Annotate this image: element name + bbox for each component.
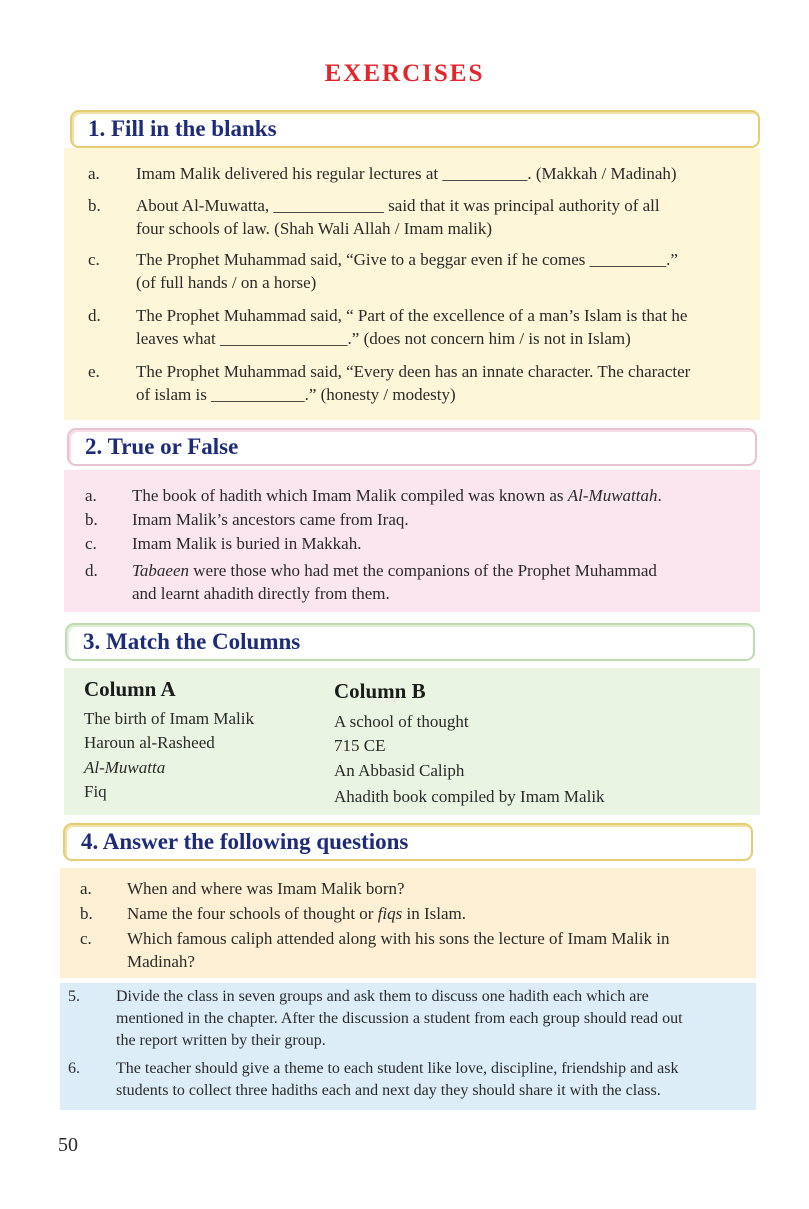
item-label: b.	[80, 904, 93, 923]
column-b-cell: An Abbasid Caliph	[334, 761, 465, 780]
item-text: Imam Malik is buried in Makkah.	[132, 534, 362, 553]
item-label: b.	[85, 510, 98, 529]
column-a-cell: Al-Muwatta	[84, 758, 166, 777]
section-header-match-columns	[65, 623, 755, 661]
column-b-cell: 715 CE	[334, 736, 386, 755]
column-b-cell: Ahadith book compiled by Imam Malik	[334, 787, 605, 806]
item-label: a.	[85, 486, 97, 505]
item-text: When and where was Imam Malik born?	[127, 879, 405, 898]
item-text-end: in Islam.	[402, 904, 467, 923]
item-text: The teacher should give a theme to each student like love, discipline, friendship and ask	[116, 1060, 679, 1077]
item-text-italic: Al-Muwattah	[567, 486, 658, 505]
item-text-italic: Tabaeen	[132, 561, 189, 580]
item-text-cont: (of full hands / on a horse)	[136, 273, 317, 292]
item-text-cont: Madinah?	[127, 952, 195, 971]
item-label: c.	[80, 929, 92, 948]
column-a-cell: Fiq	[84, 782, 107, 801]
column-b-cell: A school of thought	[334, 712, 469, 731]
item-text-end: .	[657, 486, 662, 505]
item-label: d.	[85, 561, 98, 580]
item-label: c.	[88, 250, 100, 269]
item-text: were those who had met the companions of the Prophet Muhammad	[189, 561, 657, 580]
item-text: The Prophet Muhammad said, “Every deen has an innate character. The character	[136, 362, 691, 381]
item-label: 6.	[68, 1060, 80, 1077]
item-text-cont: mentioned in the chapter. After the discussion a student from each group should read out	[116, 1010, 683, 1027]
item-text-italic: fiqs	[377, 904, 403, 923]
item-text: The book of hadith which Imam Malik compiled was known as	[132, 486, 568, 505]
item-text: The Prophet Muhammad said, “ Part of the excellence of a man’s Islam is that he	[136, 306, 688, 325]
item-text-cont: the report written by their group.	[116, 1032, 326, 1049]
item-label: d.	[88, 306, 101, 325]
item-text-cont: students to collect three hadiths each and next day they should share it with the class.	[116, 1082, 661, 1099]
page-title: EXERCISES	[324, 60, 485, 87]
item-label: a.	[80, 879, 92, 898]
item-text-cont: of islam is ___________.” (honesty / modesty)	[136, 385, 456, 404]
item-text: Divide the class in seven groups and ask them to discuss one hadith each which are	[116, 988, 649, 1005]
section-heading: 4. Answer the following questions	[81, 829, 409, 854]
item-text-cont: and learnt ahadith directly from them.	[132, 584, 390, 603]
column-b-heading: Column B	[334, 679, 426, 703]
section-header-fill-blanks	[70, 110, 760, 148]
item-label: 5.	[68, 988, 80, 1005]
section-heading: 2. True or False	[85, 434, 239, 459]
item-text: Imam Malik delivered his regular lectures at __________. (Makkah / Madinah)	[136, 164, 677, 183]
item-text-cont: leaves what _______________.” (does not concern him / is not in Islam)	[136, 329, 631, 348]
item-label: a.	[88, 164, 100, 183]
item-text: The Prophet Muhammad said, “Give to a beggar even if he comes _________.”	[136, 250, 678, 269]
item-text: Name the four schools of thought or	[127, 904, 378, 923]
column-a-heading: Column A	[84, 677, 176, 701]
item-text: About Al-Muwatta, _____________ said that it was principal authority of all	[136, 196, 660, 215]
column-a-cell: Haroun al-Rasheed	[84, 733, 215, 752]
item-label: e.	[88, 362, 100, 381]
page-number: 50	[58, 1134, 78, 1156]
section-heading: 1. Fill in the blanks	[88, 116, 277, 141]
item-label: b.	[88, 196, 101, 215]
item-text: Which famous caliph attended along with his sons the lecture of Imam Malik in	[127, 929, 670, 948]
section-header-true-false	[67, 428, 757, 466]
item-text: Imam Malik’s ancestors came from Iraq.	[132, 510, 409, 529]
item-text-cont: four schools of law. (Shah Wali Allah / Imam malik)	[136, 219, 493, 238]
section-heading: 3. Match the Columns	[83, 629, 301, 654]
item-label: c.	[85, 534, 97, 553]
section-header-answer-questions	[63, 823, 753, 861]
column-a-cell: The birth of Imam Malik	[84, 709, 254, 728]
